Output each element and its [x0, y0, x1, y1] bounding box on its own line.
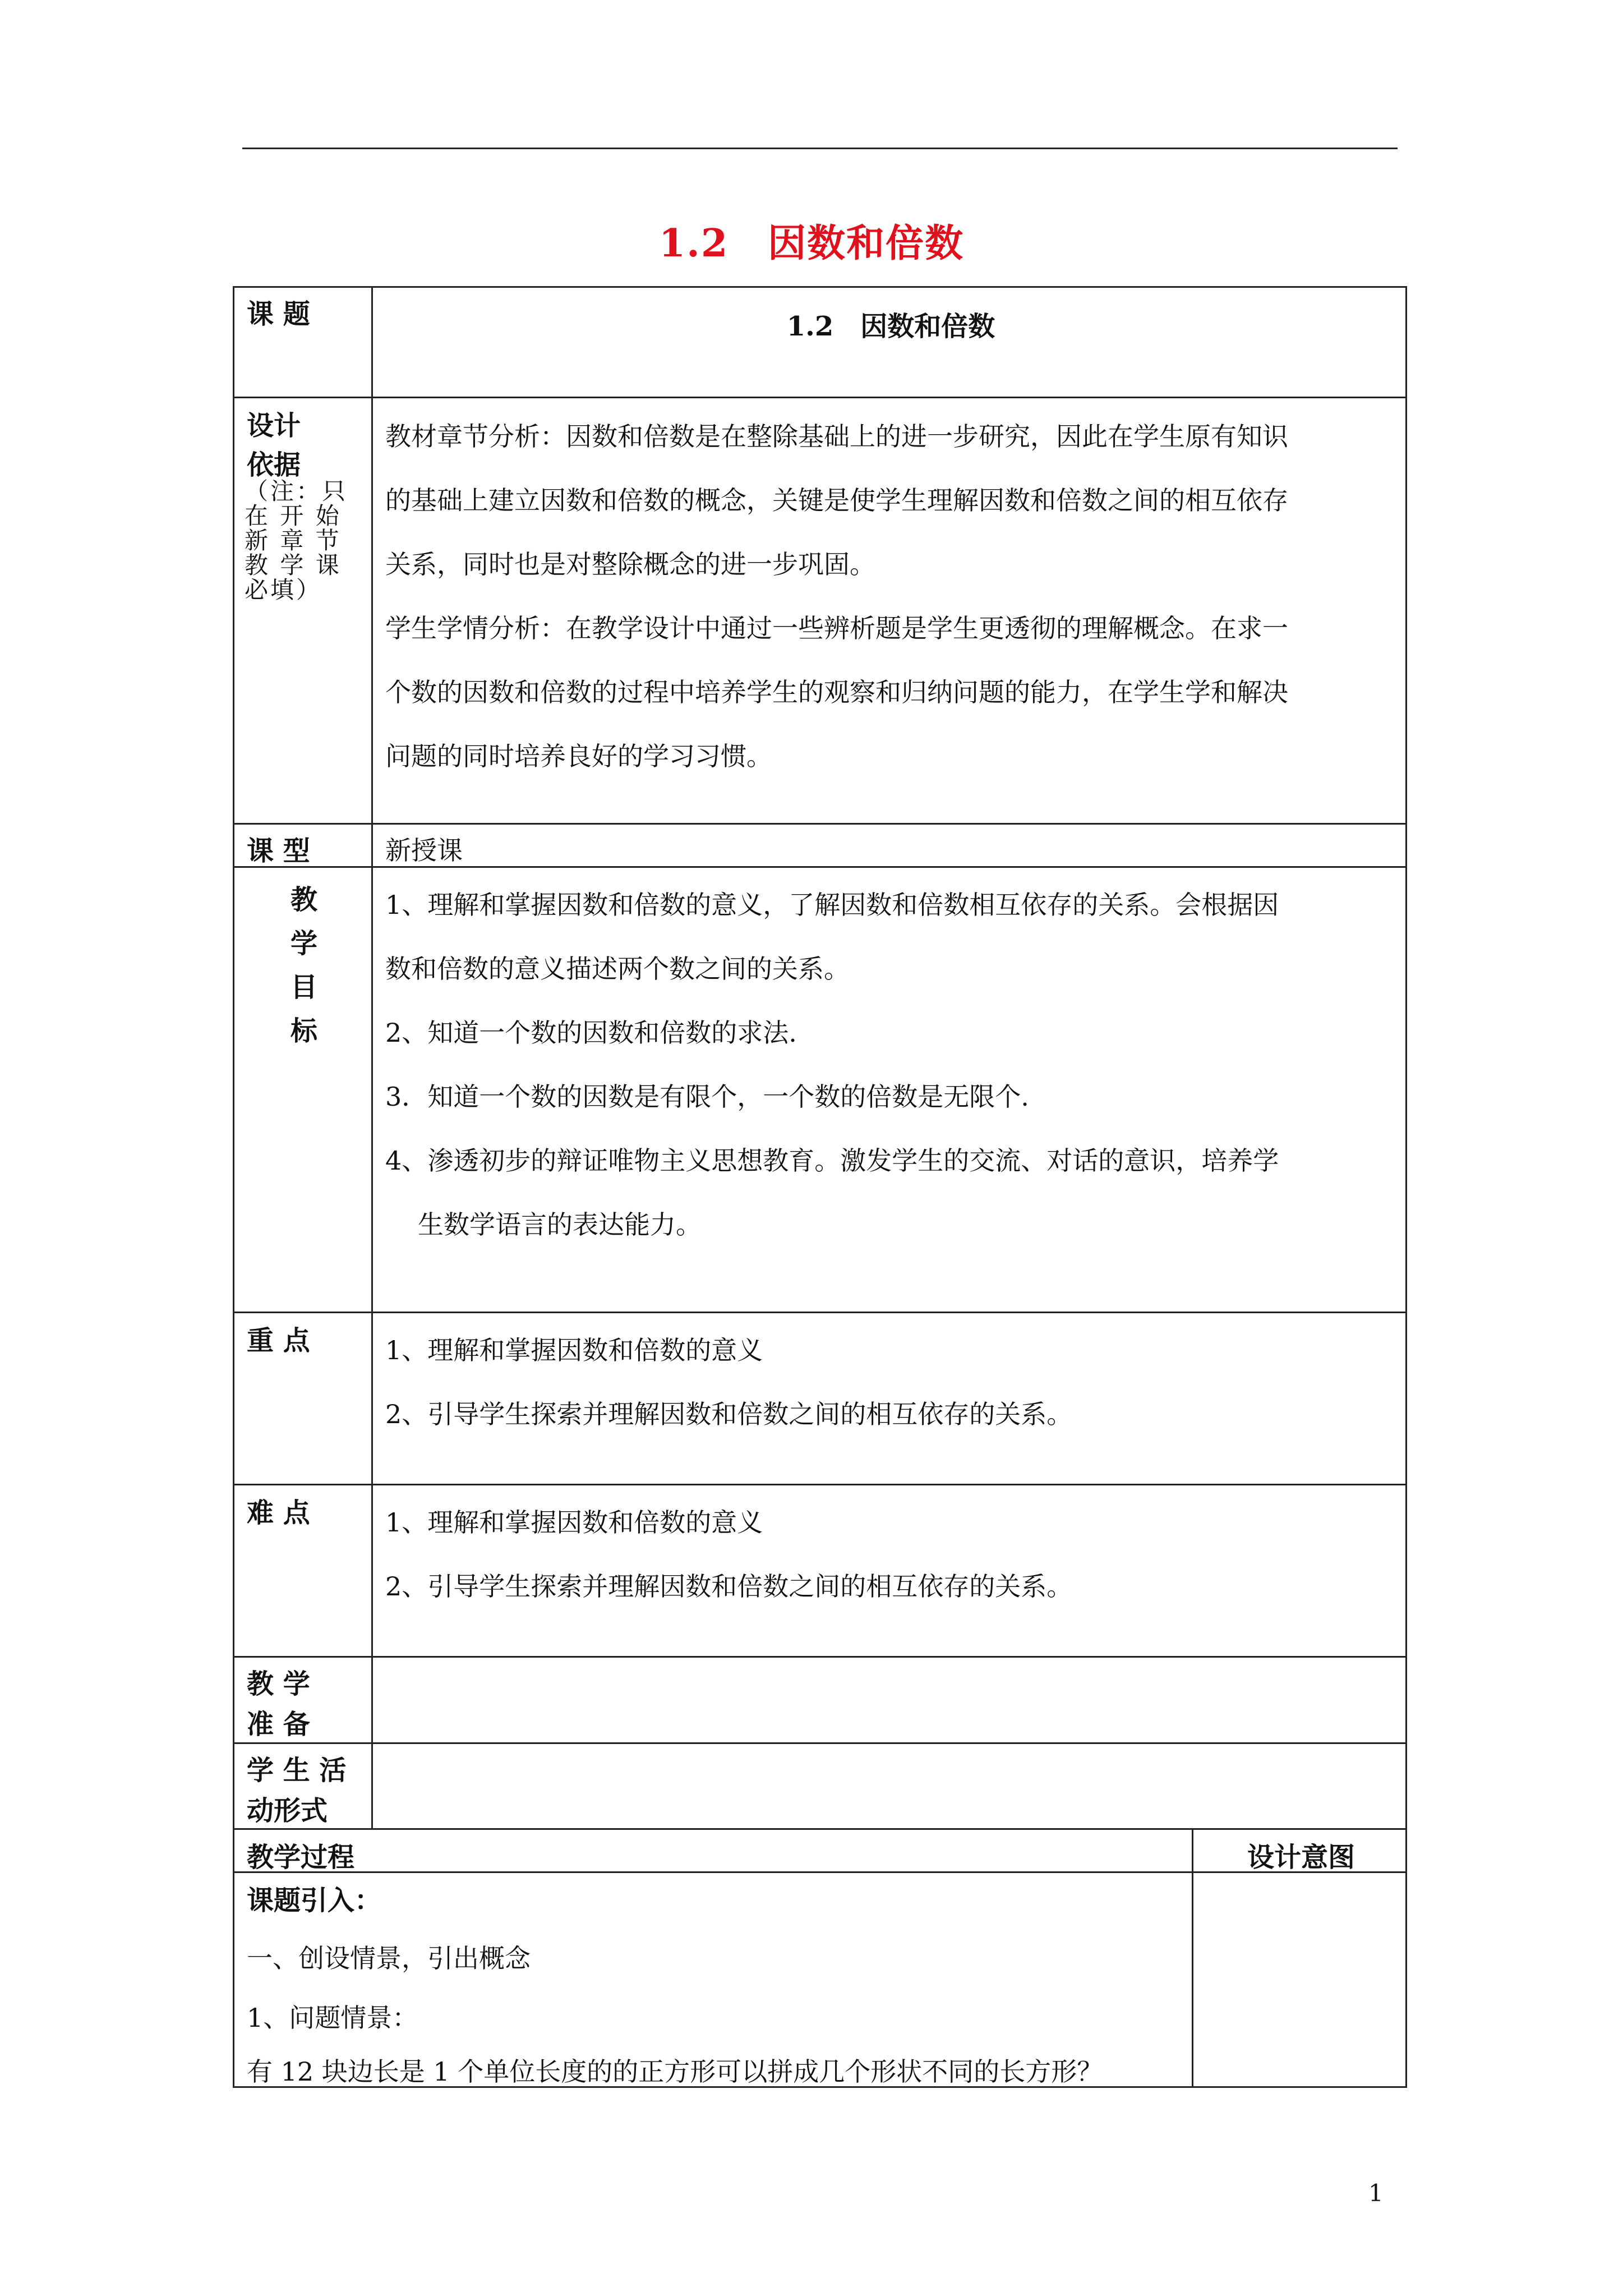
lesson-type-value-cell [371, 823, 1407, 868]
intent-header-label: 设计意图 [1247, 1842, 1355, 1873]
goal-line: 4、渗透初步的辩证唯物主义思想教育。激发学生的交流、对话的意识，培养学 [385, 1145, 1279, 1176]
process-content-cell [233, 1871, 1193, 2088]
design-basis-note-line: 新 章 节 [245, 527, 342, 554]
goals-label-char: 学 [291, 928, 318, 959]
design-basis-line: 个数的因数和倍数的过程中培养学生的观察和归纳问题的能力，在学生学和解决 [385, 677, 1288, 707]
activity-form-label-line1: 学 生 活 [247, 1755, 347, 1786]
activity-form-label-line2: 动形式 [247, 1795, 328, 1826]
key-points-label: 重 点 [247, 1325, 310, 1356]
goals-label-char: 标 [291, 1015, 318, 1047]
design-basis-line: 问题的同时培养良好的学习习惯。 [385, 741, 772, 771]
preparation-label-line1: 教 学 [247, 1668, 310, 1700]
goals-label-char: 目 [291, 972, 318, 1003]
design-basis-note-line: 在 开 始 [245, 502, 342, 530]
goals-label-cell [233, 866, 373, 1313]
design-basis-note-line: （注：只 [245, 477, 348, 505]
goal-line: 数和倍数的意义描述两个数之间的关系。 [385, 954, 850, 984]
intent-header-cell [1192, 1828, 1407, 1873]
process-header-label: 教学过程 [247, 1842, 355, 1873]
process-header-cell [233, 1828, 1193, 1873]
preparation-label-cell [233, 1656, 373, 1744]
goals-label-char: 教 [291, 884, 318, 915]
topic-value: 1.2 因数和倍数 [786, 311, 995, 342]
process-line: 一、创设情景，引出概念 [247, 1943, 531, 1973]
difficulties-label-cell [233, 1484, 373, 1658]
key-point-line: 2、引导学生探索并理解因数和倍数之间的相互依存的关系。 [385, 1399, 1073, 1429]
design-basis-line: 关系，同时也是对整除概念的进一步巩固。 [385, 549, 875, 579]
goal-line: 3．知道一个数的因数是有限个，一个数的倍数是无限个. [385, 1082, 1029, 1112]
difficulty-line: 1、理解和掌握因数和倍数的意义 [385, 1507, 763, 1538]
key-points-content-cell [371, 1312, 1407, 1485]
difficulties-label: 难 点 [247, 1497, 310, 1529]
topic-value-cell [371, 286, 1407, 398]
topic-label-cell [233, 286, 373, 398]
lesson-type-value: 新授课 [385, 835, 463, 866]
key-point-line: 1、理解和掌握因数和倍数的意义 [385, 1335, 763, 1365]
design-basis-line: 学生学情分析：在教学设计中通过一些辨析题是学生更透彻的理解概念。在求一 [385, 613, 1288, 643]
activity-form-label-cell [233, 1742, 373, 1830]
design-basis-label-cell [233, 397, 373, 825]
preparation-label-line2: 准 备 [247, 1709, 310, 1740]
key-points-label-cell [233, 1312, 373, 1485]
goals-content-cell [371, 866, 1407, 1313]
design-basis-note-line: 教 学 课 [245, 551, 342, 579]
process-line: 有 12 块边长是 1 个单位长度的的正方形可以拼成几个形状不同的长方形？ [247, 2056, 1103, 2087]
difficulty-line: 2、引导学生探索并理解因数和倍数之间的相互依存的关系。 [385, 1571, 1073, 1602]
design-basis-line: 的基础上建立因数和倍数的概念，关键是使学生理解因数和倍数之间的相互依存 [385, 485, 1288, 516]
activity-form-content-cell [371, 1742, 1407, 1830]
design-basis-label-line1: 设计 [247, 410, 301, 441]
design-basis-label-line2: 依据 [247, 449, 301, 481]
header-rule [242, 148, 1398, 149]
process-line-heading: 课题引入： [247, 1885, 382, 1916]
process-intent-cell [1192, 1871, 1407, 2088]
preparation-content-cell [371, 1656, 1407, 1744]
goal-line: 2、知道一个数的因数和倍数的求法. [385, 1018, 797, 1048]
document-title: 1.2 因数和倍数 [658, 221, 965, 266]
page-number: 1 [1368, 2179, 1384, 2207]
goal-line: 1、理解和掌握因数和倍数的意义，了解因数和倍数相互依存的关系。会根据因 [385, 890, 1279, 920]
lesson-type-label-cell [233, 823, 373, 868]
process-line: 1、问题情景： [247, 2003, 418, 2033]
design-basis-content-cell [371, 397, 1407, 825]
lesson-type-label: 课 型 [247, 835, 310, 867]
design-basis-note-line: 必填） [245, 576, 322, 604]
goal-line: 生数学语言的表达能力。 [418, 1209, 702, 1240]
difficulties-content-cell [371, 1484, 1407, 1658]
lesson-plan-table [233, 286, 1407, 2088]
topic-label: 课 题 [247, 298, 310, 330]
design-basis-line: 教材章节分析：因数和倍数是在整除基础上的进一步研究，因此在学生原有知识 [385, 421, 1288, 452]
